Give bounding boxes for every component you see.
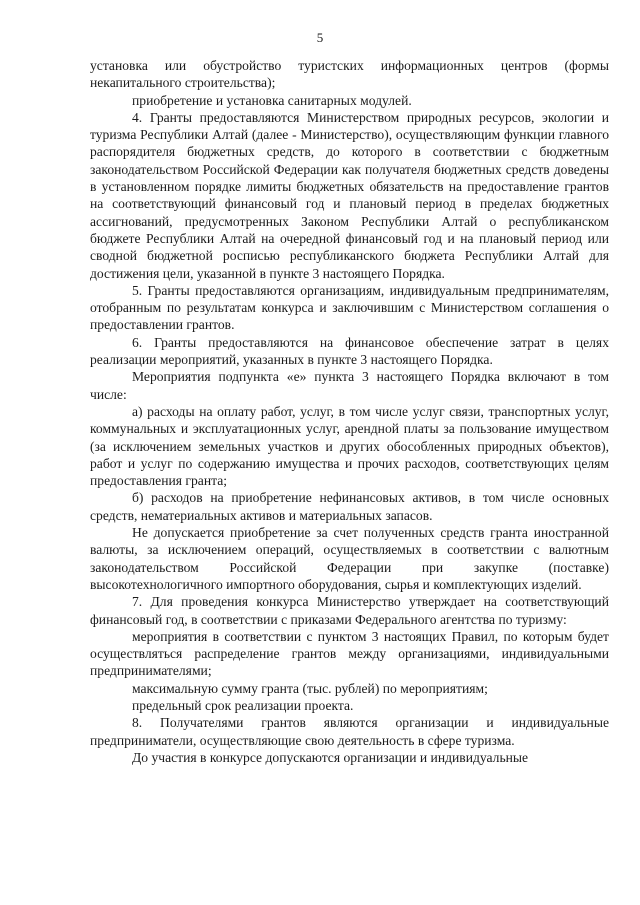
paragraph: предельный срок реализации проекта. xyxy=(132,697,354,713)
page-number: 5 xyxy=(316,30,324,45)
paragraph: До участия в конкурсе допускаются организации и индивидуальные xyxy=(132,749,529,765)
paragraph: б) расходов на приобретение нефинансовых активов, в том числе основных средств, нематериальных активов и материальных запасов. xyxy=(90,490,609,523)
paragraph: 6. Гранты предоставляются на финансовое обеспечение затрат в целях реализации мероприятий, указанных в пункте 3 настоящего Порядка. xyxy=(90,334,609,368)
paragraph: 8. Получателями грантов являются организации и индивидуальные предприниматели, осуществляющие свою деятельность в сфере туризма. xyxy=(90,715,609,748)
paragraph: приобретение и установка санитарных модулей. xyxy=(132,92,412,108)
paragraph: 4. Гранты предоставляются Министерством природных ресурсов, экологии и туризма Республики Алтай (далее - Министерство), осуществляющим функции главного распорядителя бюджетных средств, до которого в соответствии с бюджетным законодательством Российской Федерации как получателя бюджетных средств доведены в установленном порядке лимиты бюджетных обязательств на предоставление грантов на соответствующий финансовый год и плановый период в пределах бюджетных ассигнований, предусмотренных Законом Республики Алтай о республиканском бюджете Республики Алтай на очередной финансовый год и на плановый период или сводной бюджетной росписью республиканского бюджета Республики Алтай для достижения цели, указанной в пункте 3 настоящего Порядка. xyxy=(90,109,609,281)
paragraph: максимальную сумму гранта (тыс. рублей) по мероприятиям; xyxy=(132,680,488,696)
paragraph: мероприятия в соответствии с пунктом 3 настоящих Правил, по которым будет осуществляться распределение грантов между организациями, индивидуальными предпринимателями; xyxy=(90,628,609,679)
paragraph: 5. Гранты предоставляются организациям, индивидуальным предпринимателям, отобранным по результатам конкурса и заключившим с Министерством соглашения о предоставлении грантов. xyxy=(90,282,609,333)
paragraph: установка или обустройство туристских информационных центров (формы некапитального строительства); xyxy=(90,58,609,91)
document-body xyxy=(90,57,609,766)
paragraph: Не допускается приобретение за счет полученных средств гранта иностранной валюты, за исключением операций, осуществляемых в соответствии с валютным законодательством Российской Федерации при закупке (поставке) высокотехнологичного импортного оборудования, сырья и комплектующих изделий. xyxy=(90,525,609,592)
paragraph: Мероприятия подпункта «е» пункта 3 настоящего Порядка включают в том числе: xyxy=(90,369,609,402)
paragraph: 7. Для проведения конкурса Министерство утверждает на соответствующий финансовый год, в соответствии с приказами Федерального агентства по туризму: xyxy=(90,594,609,627)
paragraph: а) расходы на оплату работ, услуг, в том числе услуг связи, транспортных услуг, коммунальных и эксплуатационных услуг, арендной платы за пользование имуществом (за исключением земельных участков и других обособленных природных объектов), работ и услуг по содержанию имущества и прочих расходов, соответствующих целям предоставления гранта; xyxy=(90,403,609,489)
